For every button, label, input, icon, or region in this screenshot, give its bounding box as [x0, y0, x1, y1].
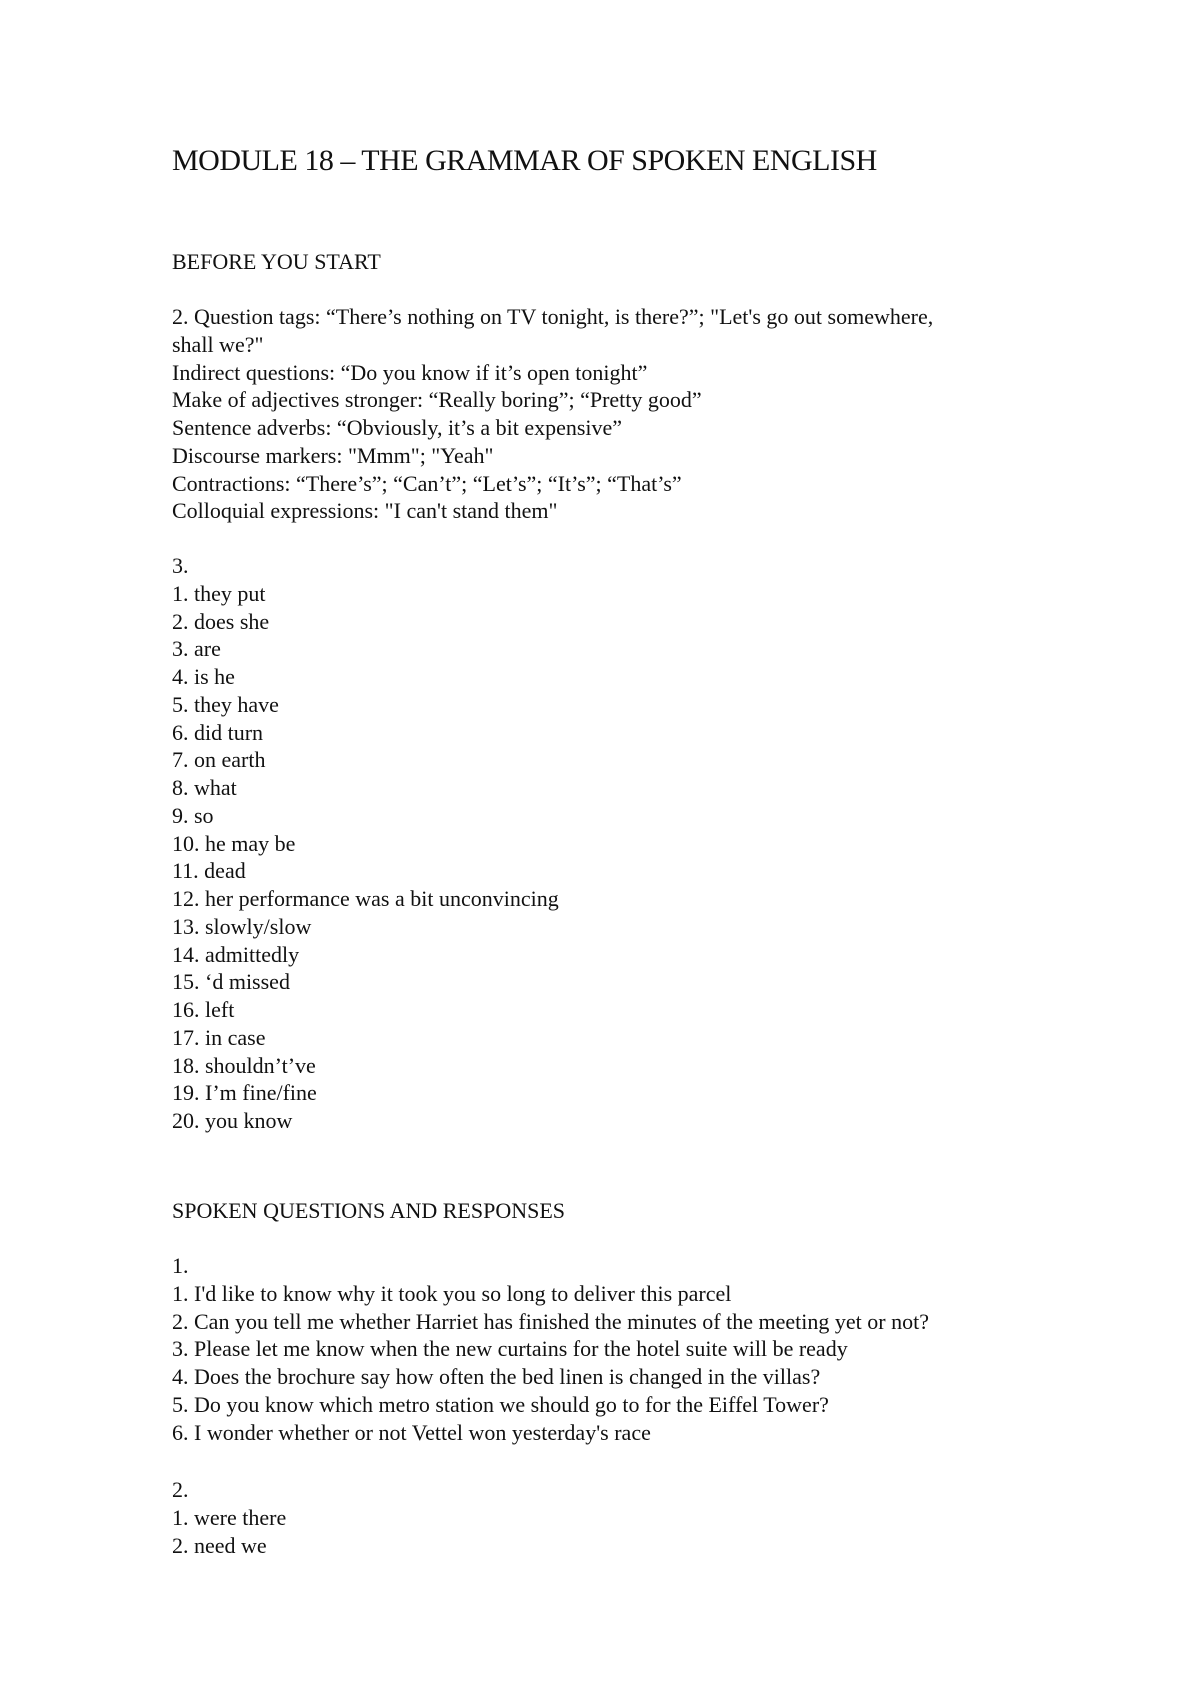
list-item: 7. on earth	[172, 747, 266, 773]
list-item: 1. they put	[172, 580, 266, 606]
list-item: 3.	[172, 553, 189, 578]
list-item: 10. he may be	[172, 830, 296, 856]
list-item: 1.	[172, 1253, 189, 1278]
list-item: 3. Please let me know when the new curtains for the hotel suite will be ready	[172, 1336, 848, 1362]
list-item: 16. left	[172, 997, 235, 1022]
list-item: 5. Do you know which metro station we should go to for the Eiffel Tower?	[172, 1391, 829, 1417]
page-title: MODULE 18 – THE GRAMMAR OF SPOKEN ENGLISH	[172, 144, 877, 177]
list-item: 15. ‘d missed	[172, 969, 290, 995]
list-item: 2. does she	[172, 608, 270, 634]
text-line: Make of adjectives stronger: “Really boring”; “Pretty good”	[172, 387, 702, 413]
list-item: 20. you know	[172, 1108, 293, 1133]
list-item: 12. her performance was a bit unconvincing	[172, 886, 559, 911]
list-item: 9. so	[172, 802, 214, 828]
list-item: 3. are	[172, 636, 221, 662]
exercise-3-answer-list	[172, 552, 559, 1135]
list-item: 1. were there	[172, 1504, 287, 1530]
text-line: Discourse markers: "Mmm"; "Yeah"	[172, 442, 494, 468]
list-item: 19. I’m fine/fine	[172, 1080, 317, 1106]
list-item: 11. dead	[172, 858, 246, 884]
list-item: 2. Can you tell me whether Harriet has finished the minutes of the meeting yet or not?	[172, 1308, 929, 1334]
text-line: shall we?"	[172, 331, 264, 357]
text-line: 2. Question tags: “There’s nothing on TV tonight, is there?”; "Let's go out somewhere,	[172, 304, 934, 329]
list-item: 13. slowly/slow	[172, 913, 312, 939]
spoken-exercise-1-block	[172, 1252, 929, 1446]
list-item: 5. they have	[172, 691, 279, 717]
text-line: Colloquial expressions: "I can't stand them"	[172, 498, 558, 524]
text-line: Indirect questions: “Do you know if it’s open tonight”	[172, 359, 648, 385]
list-item: 6. I wonder whether or not Vettel won yesterday's race	[172, 1419, 651, 1445]
list-item: 2.	[172, 1477, 189, 1502]
section-heading-spoken-questions: SPOKEN QUESTIONS AND RESPONSES	[172, 1198, 566, 1223]
list-item: 17. in case	[172, 1024, 266, 1050]
text-line: Sentence adverbs: “Obviously, it’s a bit expensive”	[172, 415, 623, 440]
section-heading-before-you-start: BEFORE YOU START	[172, 249, 381, 274]
list-item: 6. did turn	[172, 719, 264, 745]
spoken-exercise-2-block	[172, 1476, 286, 1559]
exercise-2-block	[172, 303, 933, 525]
list-item: 14. admittedly	[172, 941, 300, 967]
list-item: 18. shouldn’t’ve	[172, 1052, 316, 1078]
list-item: 1. I'd like to know why it took you so long to deliver this parcel	[172, 1280, 732, 1306]
list-item: 2. need we	[172, 1532, 267, 1558]
list-item: 8. what	[172, 775, 237, 800]
list-item: 4. Does the brochure say how often the bed linen is changed in the villas?	[172, 1364, 821, 1389]
list-item: 4. is he	[172, 664, 235, 689]
text-line: Contractions: “There’s”; “Can’t”; “Let’s”; “It’s”; “That’s”	[172, 470, 682, 496]
